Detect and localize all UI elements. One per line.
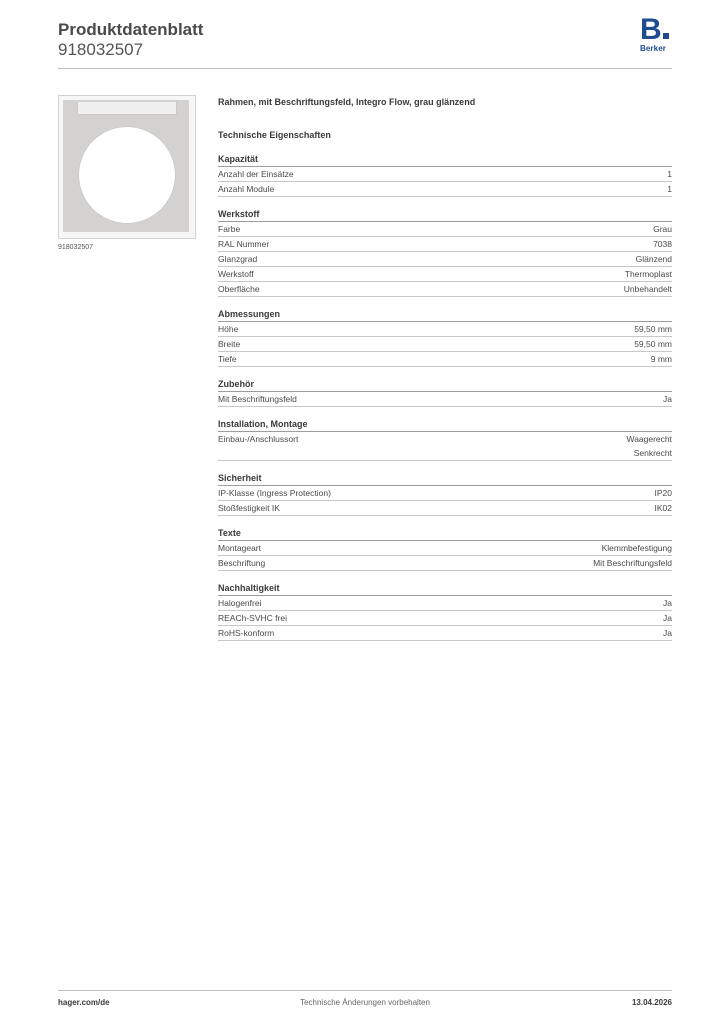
berker-logo	[640, 13, 674, 54]
spec-label: Tiefe	[218, 354, 237, 364]
spec-row	[218, 392, 672, 407]
frame-body	[63, 100, 189, 232]
spec-row	[218, 182, 672, 197]
group-title: Texte	[218, 526, 672, 541]
footer-date: 13.04.2026	[631, 998, 672, 1007]
spec-row	[218, 596, 672, 611]
logo-letter: B	[640, 13, 662, 46]
spec-label: Oberfläche	[218, 284, 260, 294]
spec-label: Beschriftung	[218, 558, 266, 568]
article-number: 918032507	[58, 40, 144, 59]
spec-value: Unbehandelt	[623, 284, 672, 294]
spec-row	[218, 237, 672, 252]
spec-row	[218, 337, 672, 352]
spec-label: Breite	[218, 339, 241, 349]
spec-label: Höhe	[218, 324, 239, 334]
spec-label: IP-Klasse (Ingress Protection)	[218, 488, 331, 498]
spec-value: IP20	[654, 488, 672, 498]
spec-label: REACh-SVHC frei	[218, 613, 287, 623]
spec-row	[218, 282, 672, 297]
spec-label: Stoßfestigkeit IK	[218, 503, 280, 513]
spec-group	[218, 526, 672, 571]
spec-row	[218, 222, 672, 237]
spec-value: IK02	[654, 503, 672, 513]
group-title: Nachhaltigkeit	[218, 581, 672, 596]
page-title: Produktdatenblatt	[58, 20, 204, 39]
spec-value: 7038	[653, 239, 672, 249]
spec-value: Klemmbefestigung	[601, 543, 672, 553]
section-heading: Technische Eigenschaften	[218, 130, 331, 140]
spec-value: 59,50 mm	[634, 324, 672, 334]
spec-value: Ja	[663, 613, 672, 623]
page-header	[58, 20, 203, 60]
spec-row	[218, 252, 672, 267]
spec-value: 1	[667, 169, 672, 179]
spec-group	[218, 207, 672, 297]
spec-row	[218, 352, 672, 367]
logo-mark	[640, 13, 674, 46]
footer-website: hager.com/de	[58, 998, 110, 1007]
spec-label: RAL Nummer	[218, 239, 270, 249]
spec-label: Halogenfrei	[218, 598, 262, 608]
group-title: Zubehör	[218, 377, 672, 392]
spec-value: Waagerecht Senkrecht	[626, 434, 672, 458]
group-title: Sicherheit	[218, 471, 672, 486]
group-title: Kapazität	[218, 152, 672, 167]
spec-groups	[218, 152, 672, 641]
header-divider	[58, 68, 672, 69]
spec-group	[218, 377, 672, 407]
spec-value: Grau	[653, 224, 672, 234]
spec-value: 1	[667, 184, 672, 194]
footer-disclaimer: Technische Änderungen vorbehalten	[300, 998, 430, 1007]
spec-label: Einbau-/Anschlussort	[218, 434, 299, 444]
spec-group	[218, 581, 672, 641]
product-title: Rahmen, mit Beschriftungsfeld, Integro Flow, grau glänzend	[218, 97, 476, 107]
spec-value: Ja	[663, 628, 672, 638]
spec-group	[218, 152, 672, 197]
image-caption: 918032507	[58, 244, 94, 251]
spec-row	[218, 267, 672, 282]
spec-value: Thermoplast	[624, 269, 672, 279]
spec-row	[218, 541, 672, 556]
spec-row	[218, 611, 672, 626]
spec-row	[218, 556, 672, 571]
spec-row	[218, 486, 672, 501]
spec-value: 59,50 mm	[634, 339, 672, 349]
spec-row	[218, 167, 672, 182]
spec-row	[218, 626, 672, 641]
spec-row	[218, 432, 672, 461]
spec-group	[218, 471, 672, 516]
spec-group	[218, 307, 672, 367]
label-field	[77, 102, 177, 115]
spec-label: Farbe	[218, 224, 241, 234]
spec-value: 9 mm	[650, 354, 672, 364]
spec-value: Glänzend	[635, 254, 672, 264]
spec-value: Ja	[663, 598, 672, 608]
spec-label: Anzahl der Einsätze	[218, 169, 294, 179]
spec-row	[218, 501, 672, 516]
spec-label: Glanzgrad	[218, 254, 258, 264]
spec-label: Werkstoff	[218, 269, 254, 279]
spec-value: Ja	[663, 394, 672, 404]
spec-label: RoHS-konform	[218, 628, 275, 638]
logo-text: Berker	[640, 44, 666, 53]
spec-label: Anzahl Module	[218, 184, 275, 194]
logo-dot	[663, 33, 669, 39]
spec-label: Mit Beschriftungsfeld	[218, 394, 297, 404]
group-title: Werkstoff	[218, 207, 672, 222]
spec-value: Mit Beschriftungsfeld	[593, 558, 672, 568]
spec-content	[218, 95, 672, 641]
spec-group	[218, 417, 672, 461]
group-title: Installation, Montage	[218, 417, 672, 432]
spec-label: Montageart	[218, 543, 261, 553]
footer-divider	[58, 990, 672, 991]
frame-product-image	[58, 95, 196, 239]
frame-opening	[78, 126, 176, 224]
spec-row	[218, 322, 672, 337]
group-title: Abmessungen	[218, 307, 672, 322]
